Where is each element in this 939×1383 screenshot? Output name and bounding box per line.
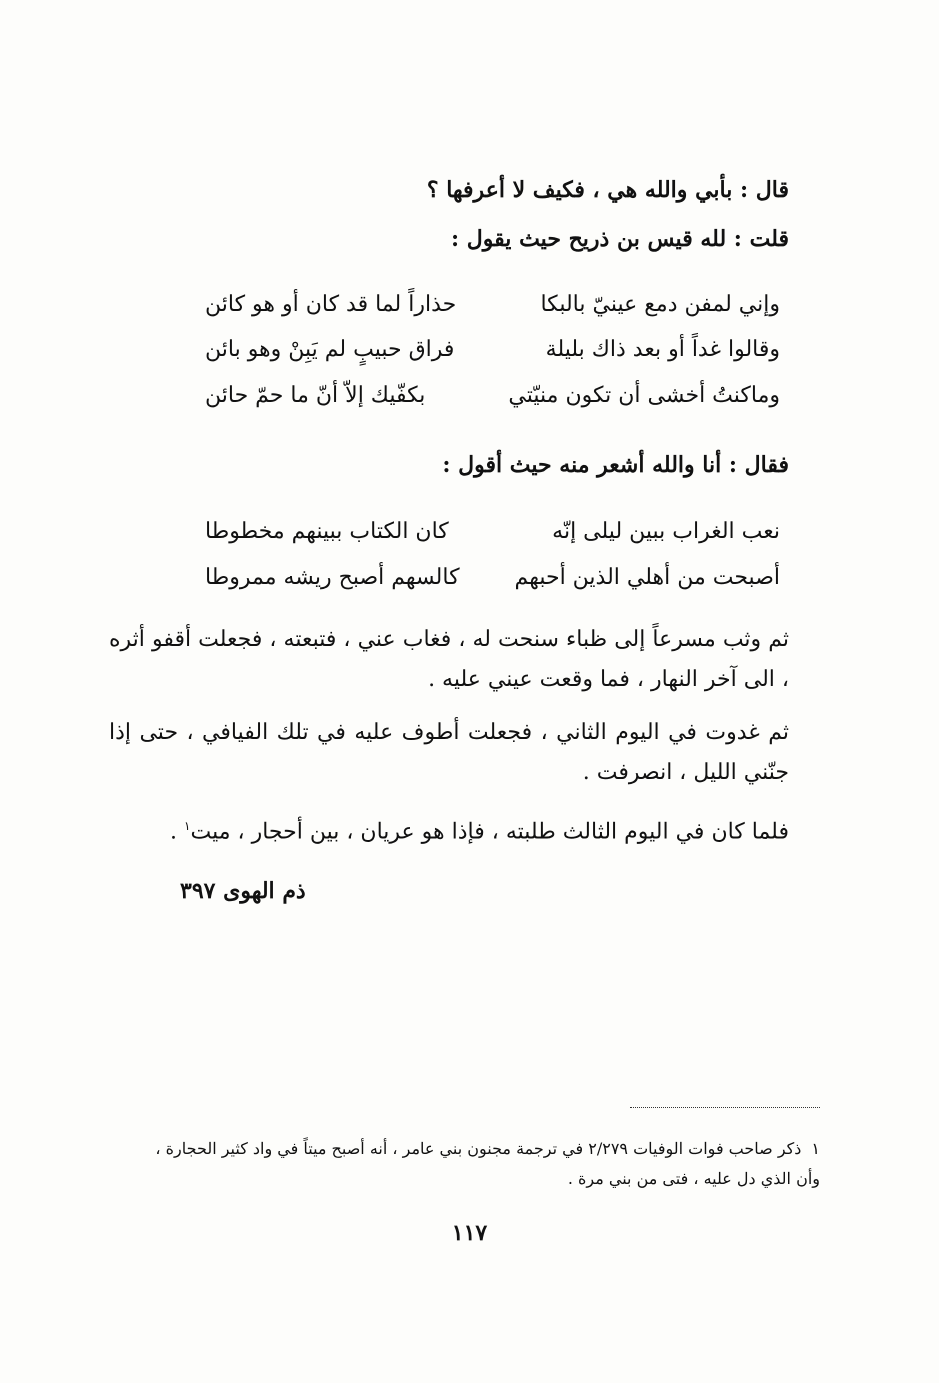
verse-row [205,376,780,416]
footnote-marker: ١ [184,819,191,833]
verse-first-hemistich: وإني لمفن دمع عينيّ بالبكا [540,292,780,317]
paragraph-3 [109,806,789,852]
page-number: ١١٧ [451,1220,488,1246]
footnote-number: ١ [811,1139,820,1158]
footnote [150,1134,820,1194]
verse-row [205,558,780,598]
paragraph-3-end: . [170,819,185,845]
verse-second-hemistich: فراق حبيبٍ لم يَبِنْ وهو بائن [205,337,455,362]
dialogue-line-2: قلت : لله قيس بن ذريح حيث يقول : [451,226,789,252]
verse-row [205,285,780,325]
footnote-divider [630,1107,820,1108]
verse-second-hemistich: بكفّيك إلاّ أنّ ما حمّ حائن [205,383,426,408]
source-reference: ذم الهوى ٣٩٧ [180,878,306,904]
verse-first-hemistich: وقالوا غداً أو بعد ذاك بليلة [545,337,780,362]
paragraph-3-text: فلما كان في اليوم الثالث طلبته ، فإذا هو عريان ، بين أحجار ، ميت [190,819,789,845]
verse-row [205,330,780,370]
paragraph-2: ثم غدوت في اليوم الثاني ، فجعلت أطوف عليه في تلك الفيافي ، حتى إذا جنّني الليل ، انصرفت . [109,720,789,785]
dialogue-line-3: فقال : أنا والله أشعر منه حيث أقول : [442,452,789,478]
verse-second-hemistich: حذاراً لما قد كان أو هو كائن [205,292,457,317]
footnote-text: ذكر صاحب فوات الوفيات ٢/٢٧٩ في ترجمة مجنون بني عامر ، أنه أصبح ميتاً في واد كثير الحجارة ، وأن الذي دل عليه ، فتى من بني مرة . [155,1139,820,1188]
paragraph-1: ثم وثب مسرعاً إلى ظباء سنحت له ، فغاب عني ، فتبعته ، فجعلت أقفو أثره ، الى آخر النهار ، فما وقعت عيني عليه . [109,627,789,692]
verse-first-hemistich: أصبحت من أهلي الذين أحبهم [514,565,780,590]
verse-first-hemistich: وماكنتُ أخشى أن تكون منيّتي [508,383,780,408]
verse-first-hemistich: نعب الغراب ببين ليلى إنّه [552,519,780,544]
verse-second-hemistich: كالسهم أصبح ريشه ممروطا [205,565,460,590]
verse-second-hemistich: كان الكتاب ببينهم مخطوطا [205,519,449,544]
verse-row [205,512,780,552]
dialogue-line-1: قال : بأبي والله هي ، فكيف لا أعرفها ؟ [426,177,789,203]
